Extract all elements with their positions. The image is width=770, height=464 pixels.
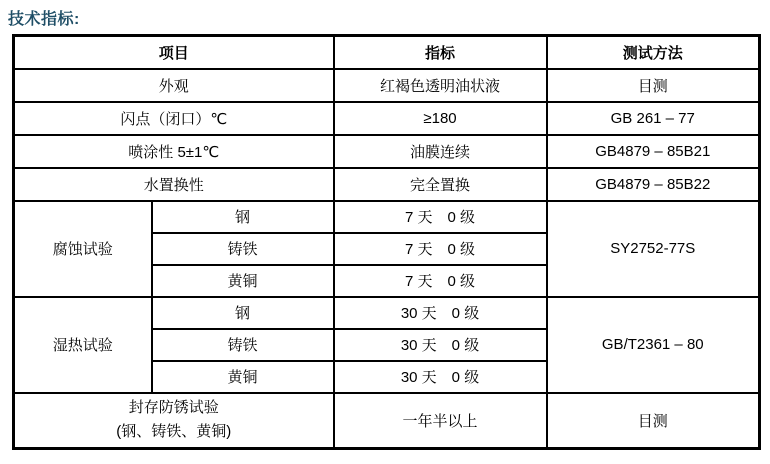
table-row-water-displacement: [14, 168, 760, 201]
table-header-row: [14, 36, 760, 69]
cell-flash-point-indicator: ≥180: [334, 102, 547, 135]
cell-water-displacement-method: GB4879 – 85B22: [547, 168, 760, 201]
cell-damp-heat-cast-iron-indicator: 30 天 0 级: [334, 329, 547, 361]
cell-appearance-item: 外观: [14, 69, 334, 102]
table-row-flash-point: [14, 102, 760, 135]
cell-corrosion-steel-indicator: 7 天 0 级: [334, 201, 547, 233]
cell-flash-point-method: GB 261 – 77: [547, 102, 760, 135]
table-row-sprayability: [14, 135, 760, 168]
cell-damp-heat-steel-indicator: 30 天 0 级: [334, 297, 547, 329]
cell-damp-heat-method: GB/T2361 – 80: [547, 297, 760, 393]
table-row-appearance: [14, 69, 760, 102]
cell-corrosion-cast-iron-material: 铸铁: [152, 233, 334, 265]
cell-sealed-rust-method: 目测: [547, 393, 760, 449]
cell-corrosion-cast-iron-indicator: 7 天 0 级: [334, 233, 547, 265]
cell-damp-heat-cast-iron-material: 铸铁: [152, 329, 334, 361]
sealed-rust-item-line1: 封存防锈试验: [128, 399, 219, 417]
cell-corrosion-group: 腐蚀试验: [14, 201, 152, 297]
cell-appearance-indicator: 红褐色透明油状液: [334, 69, 547, 102]
cell-sealed-rust-indicator: 一年半以上: [334, 393, 547, 449]
cell-sprayability-indicator: 油膜连续: [334, 135, 547, 168]
cell-corrosion-brass-material: 黄铜: [152, 265, 334, 297]
table-row-sealed-rust: [14, 393, 760, 449]
column-header-indicator: 指标: [334, 36, 547, 69]
technical-spec-table: [12, 34, 761, 450]
cell-water-displacement-indicator: 完全置换: [334, 168, 547, 201]
cell-sprayability-method: GB4879 – 85B21: [547, 135, 760, 168]
cell-corrosion-steel-material: 钢: [152, 201, 334, 233]
column-header-method: 测试方法: [547, 36, 760, 69]
cell-sealed-rust-item: [14, 393, 334, 449]
page-title: 技术指标:: [8, 11, 80, 28]
cell-corrosion-method: SY2752-77S: [547, 201, 760, 297]
column-header-item: 项目: [14, 36, 334, 69]
cell-water-displacement-item: 水置换性: [14, 168, 334, 201]
cell-damp-heat-group: 湿热试验: [14, 297, 152, 393]
cell-damp-heat-brass-indicator: 30 天 0 级: [334, 361, 547, 393]
cell-damp-heat-steel-material: 钢: [152, 297, 334, 329]
cell-flash-point-item: 闪点（闭口）℃: [14, 102, 334, 135]
cell-appearance-method: 目测: [547, 69, 760, 102]
cell-damp-heat-brass-material: 黄铜: [152, 361, 334, 393]
sealed-rust-item-line2: (钢、铸铁、黄铜): [116, 423, 232, 441]
cell-sprayability-item: 喷涂性 5±1℃: [14, 135, 334, 168]
cell-corrosion-brass-indicator: 7 天 0 级: [334, 265, 547, 297]
table-row-corrosion-steel: [14, 201, 760, 233]
table-row-damp-heat-steel: [14, 297, 760, 329]
